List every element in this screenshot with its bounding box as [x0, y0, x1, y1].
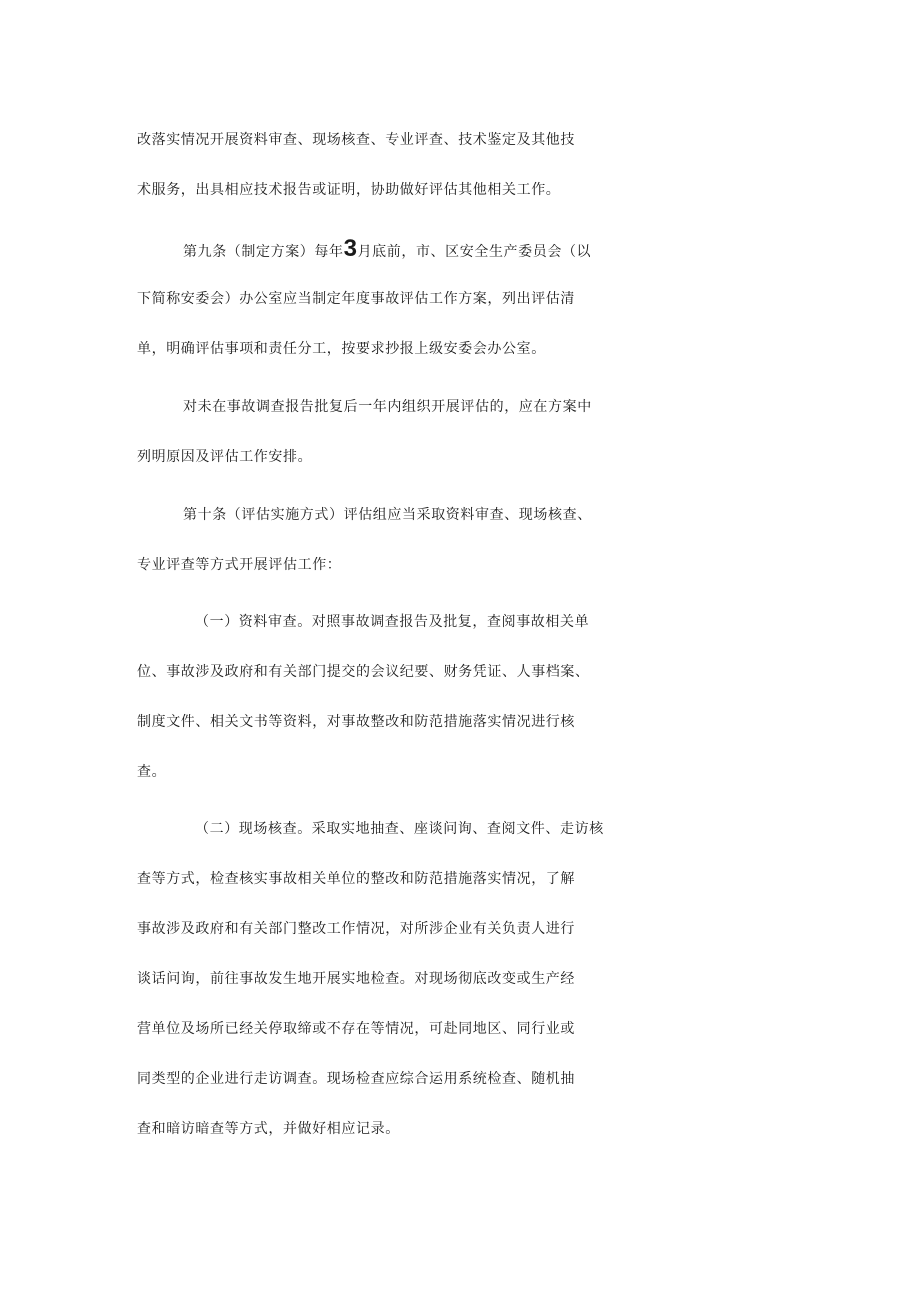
text-line: 谈话问询，前往事故发生地开展实地检查。对现场彻底改变或生产经	[137, 971, 575, 987]
text-line: 营单位及场所已经关停取缔或不存在等情况，可赴同地区、同行业或	[137, 1021, 575, 1037]
text-line: 位、事故涉及政府和有关部门提交的会议纪要、财务凭证、人事档案、	[137, 664, 590, 680]
text-line: 事故涉及政府和有关部门整改工作情况，对所涉企业有关负责人进行	[137, 921, 575, 937]
text-line: 查和暗访暗查等方式，并做好相应记录。	[137, 1121, 400, 1137]
text-line: 改落实情况开展资料审查、现场核查、专业评查、技术鉴定及其他技	[137, 132, 575, 148]
text-line: 制度文件、相关文书等资料，对事故整改和防范措施落实情况进行核	[137, 714, 575, 730]
text-line: 查。	[137, 764, 167, 780]
item-2-heading-line: （二）现场核查。采取实地抽查、座谈问询、查阅文件、走访核	[195, 821, 604, 837]
item-1-heading-line: （一）资料审查。对照事故调查报告及批复，查阅事故相关单	[195, 614, 590, 630]
text-line: 列明原因及评估工作安排。	[137, 449, 313, 465]
article-10-heading-line: 第十条（评估实施方式）评估组应当采取资料审查、现场核查、	[183, 507, 592, 523]
article-9-heading-line	[0, 229, 920, 269]
text-line: 查等方式，检查核实事故相关单位的整改和防范措施落实情况，了解	[137, 871, 575, 887]
article-9-title-text: 第九条（制定方案）每年	[183, 244, 344, 260]
article-9-title-rest: 月底前，市、区安全生产委员会（以	[357, 244, 592, 260]
text-line: 同类型的企业进行走访调查。现场检查应综合运用系统检查、随机抽	[137, 1071, 575, 1087]
text-line: 对未在事故调查报告批复后一年内组织开展评估的，应在方案中	[183, 399, 592, 415]
text-line: 单，明确评估事项和责任分工，按要求抄报上级安委会办公室。	[137, 341, 546, 357]
text-line: 下简称安委会）办公室应当制定年度事故评估工作方案，列出评估清	[137, 291, 575, 307]
text-line: 专业评查等方式开展评估工作：	[137, 557, 342, 573]
text-line: 术服务，出具相应技术报告或证明，协助做好评估其他相关工作。	[137, 182, 561, 198]
month-number: 3	[343, 235, 358, 262]
